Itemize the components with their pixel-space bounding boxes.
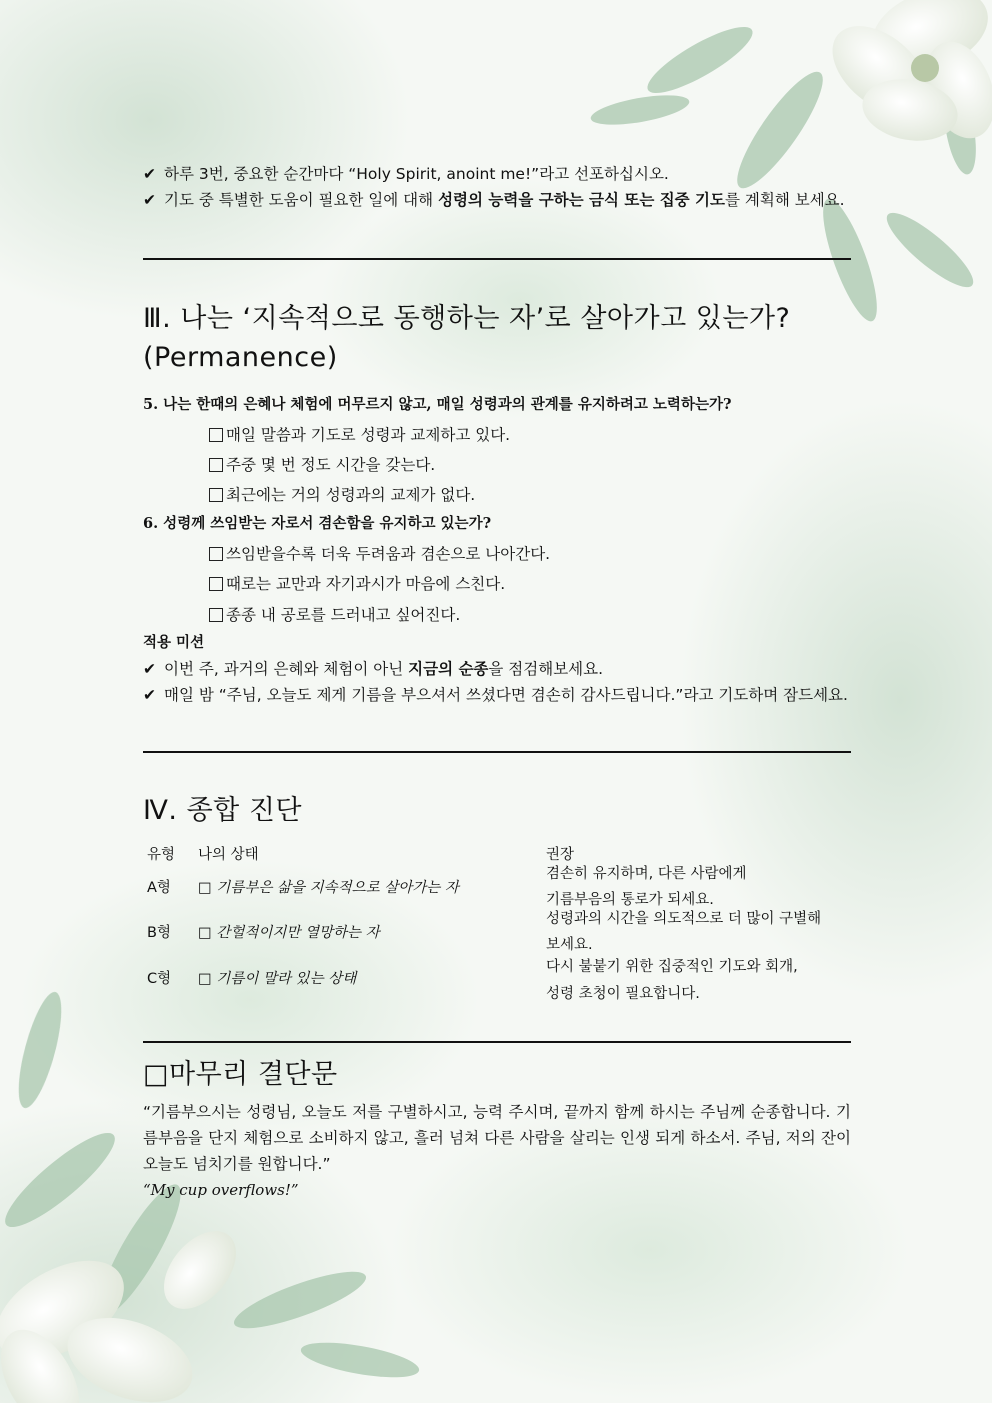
- q6-option-2[interactable]: 때로는 교만과 자기과시가 마음에 스친다.: [209, 572, 505, 594]
- check-icon: ✔: [143, 660, 156, 678]
- advice-line: 다시 불붙기 위한 집중적인 기도와 회개,: [546, 959, 798, 975]
- table-row-b-type: B형: [147, 925, 171, 941]
- checkbox[interactable]: [209, 428, 223, 442]
- table-row-b-state: □ 간헐적이지만 열망하는 자: [198, 925, 380, 941]
- closing-prayer: “기름부으시는 성령님, 오늘도 저를 구별하시고, 능력 주시며, 끝까지 함께 하시는 주님께 순종합니다. 기름부음을 단지 체험으로 소비하지 않고, 흘러 넘쳐 다른 사람을 살리는 인생 되게 하소서. 주님, 저의 잔이 오늘도 넘치기를 원합니다.”: [143, 1103, 851, 1173]
- divider: [143, 751, 851, 753]
- section3-title: Ⅲ. 나는 ‘지속적으로 동행하는 자’로 살아가고 있는가?: [143, 303, 791, 334]
- table-row-a-state: □ 기름부은 삶을 지속적으로 살아가는 자: [198, 880, 459, 896]
- checkbox[interactable]: [209, 458, 223, 472]
- advice-line: 성령과의 시간을 의도적으로 더 많이 구별해: [546, 911, 822, 927]
- mission-item-1: ✔ 이번 주, 과거의 은혜와 체험이 아닌 지금의 순종을 점검해보세요.: [143, 660, 604, 678]
- advice-line: 기름부음의 통로가 되세요.: [546, 892, 714, 908]
- checkbox[interactable]: [209, 488, 223, 502]
- mission-title: 적용 미션: [143, 634, 205, 651]
- table-header-advice: 권장: [546, 847, 575, 863]
- q6-option-1[interactable]: 쓰임받을수록 더욱 두려움과 겸손으로 나아간다.: [209, 542, 550, 564]
- divider: [143, 258, 851, 260]
- checkbox[interactable]: [209, 608, 223, 622]
- advice-line: 보세요.: [546, 937, 593, 953]
- check-item-2: [143, 187, 851, 213]
- q6-option-3[interactable]: 종종 내 공로를 드러내고 싶어진다.: [209, 603, 460, 625]
- check-icon: ✔: [143, 686, 156, 704]
- q5-option-3[interactable]: 최근에는 거의 성령과의 교제가 없다.: [209, 483, 475, 505]
- q5-option-1[interactable]: 매일 말씀과 기도로 성령과 교제하고 있다.: [209, 423, 510, 445]
- section4-title: Ⅳ. 종합 진단: [143, 795, 302, 826]
- check-text: 기도 중 특별한 도움이 필요한 일에 대해: [164, 191, 439, 209]
- q5-option-2[interactable]: 주중 몇 번 정도 시간을 갖는다.: [209, 453, 435, 475]
- table-row-a-type: A형: [147, 880, 171, 896]
- checkbox[interactable]: [209, 547, 223, 561]
- advice-line: 성령 초청이 필요합니다.: [546, 986, 700, 1002]
- section3-subtitle: (Permanence): [143, 342, 338, 373]
- advice-line: 겸손히 유지하며, 다른 사람에게: [546, 866, 747, 882]
- check-item-1: [143, 161, 669, 187]
- checkbox[interactable]: [209, 577, 223, 591]
- check-text-bold: 성령의 능력을 구하는 금식 또는 집중 기도: [438, 191, 725, 209]
- check-icon: ✔: [143, 191, 156, 209]
- table-row-c-type: C형: [147, 971, 172, 987]
- check-icon: ✔: [143, 165, 156, 183]
- check-text: 를 계획해 보세요.: [724, 191, 845, 209]
- table-header-type: 유형: [147, 847, 176, 863]
- question-6: 6. 성령께 쓰임받는 자로서 겸손함을 유지하고 있는가?: [143, 515, 492, 532]
- table-header-state: 나의 상태: [198, 847, 259, 863]
- closing-tagline: “My cup overflows!”: [143, 1181, 299, 1199]
- check-text: 하루 3번, 중요한 순간마다 “Holy Spirit, anoint me!”라고 선포하십시오.: [164, 165, 669, 183]
- mission-item-2: ✔ 매일 밤 “주님, 오늘도 제게 기름을 부으셔서 쓰셨다면 겸손히 감사드립니다.”라고 기도하며 잠드세요.: [143, 686, 848, 704]
- divider: [143, 1041, 851, 1043]
- table-row-c-state: □ 기름이 말라 있는 상태: [198, 971, 357, 987]
- closing-title: □마무리 결단문: [143, 1059, 338, 1090]
- question-5: 5. 나는 한때의 은혜나 체험에 머무르지 않고, 매일 성령과의 관계를 유지하려고 노력하는가?: [143, 396, 732, 413]
